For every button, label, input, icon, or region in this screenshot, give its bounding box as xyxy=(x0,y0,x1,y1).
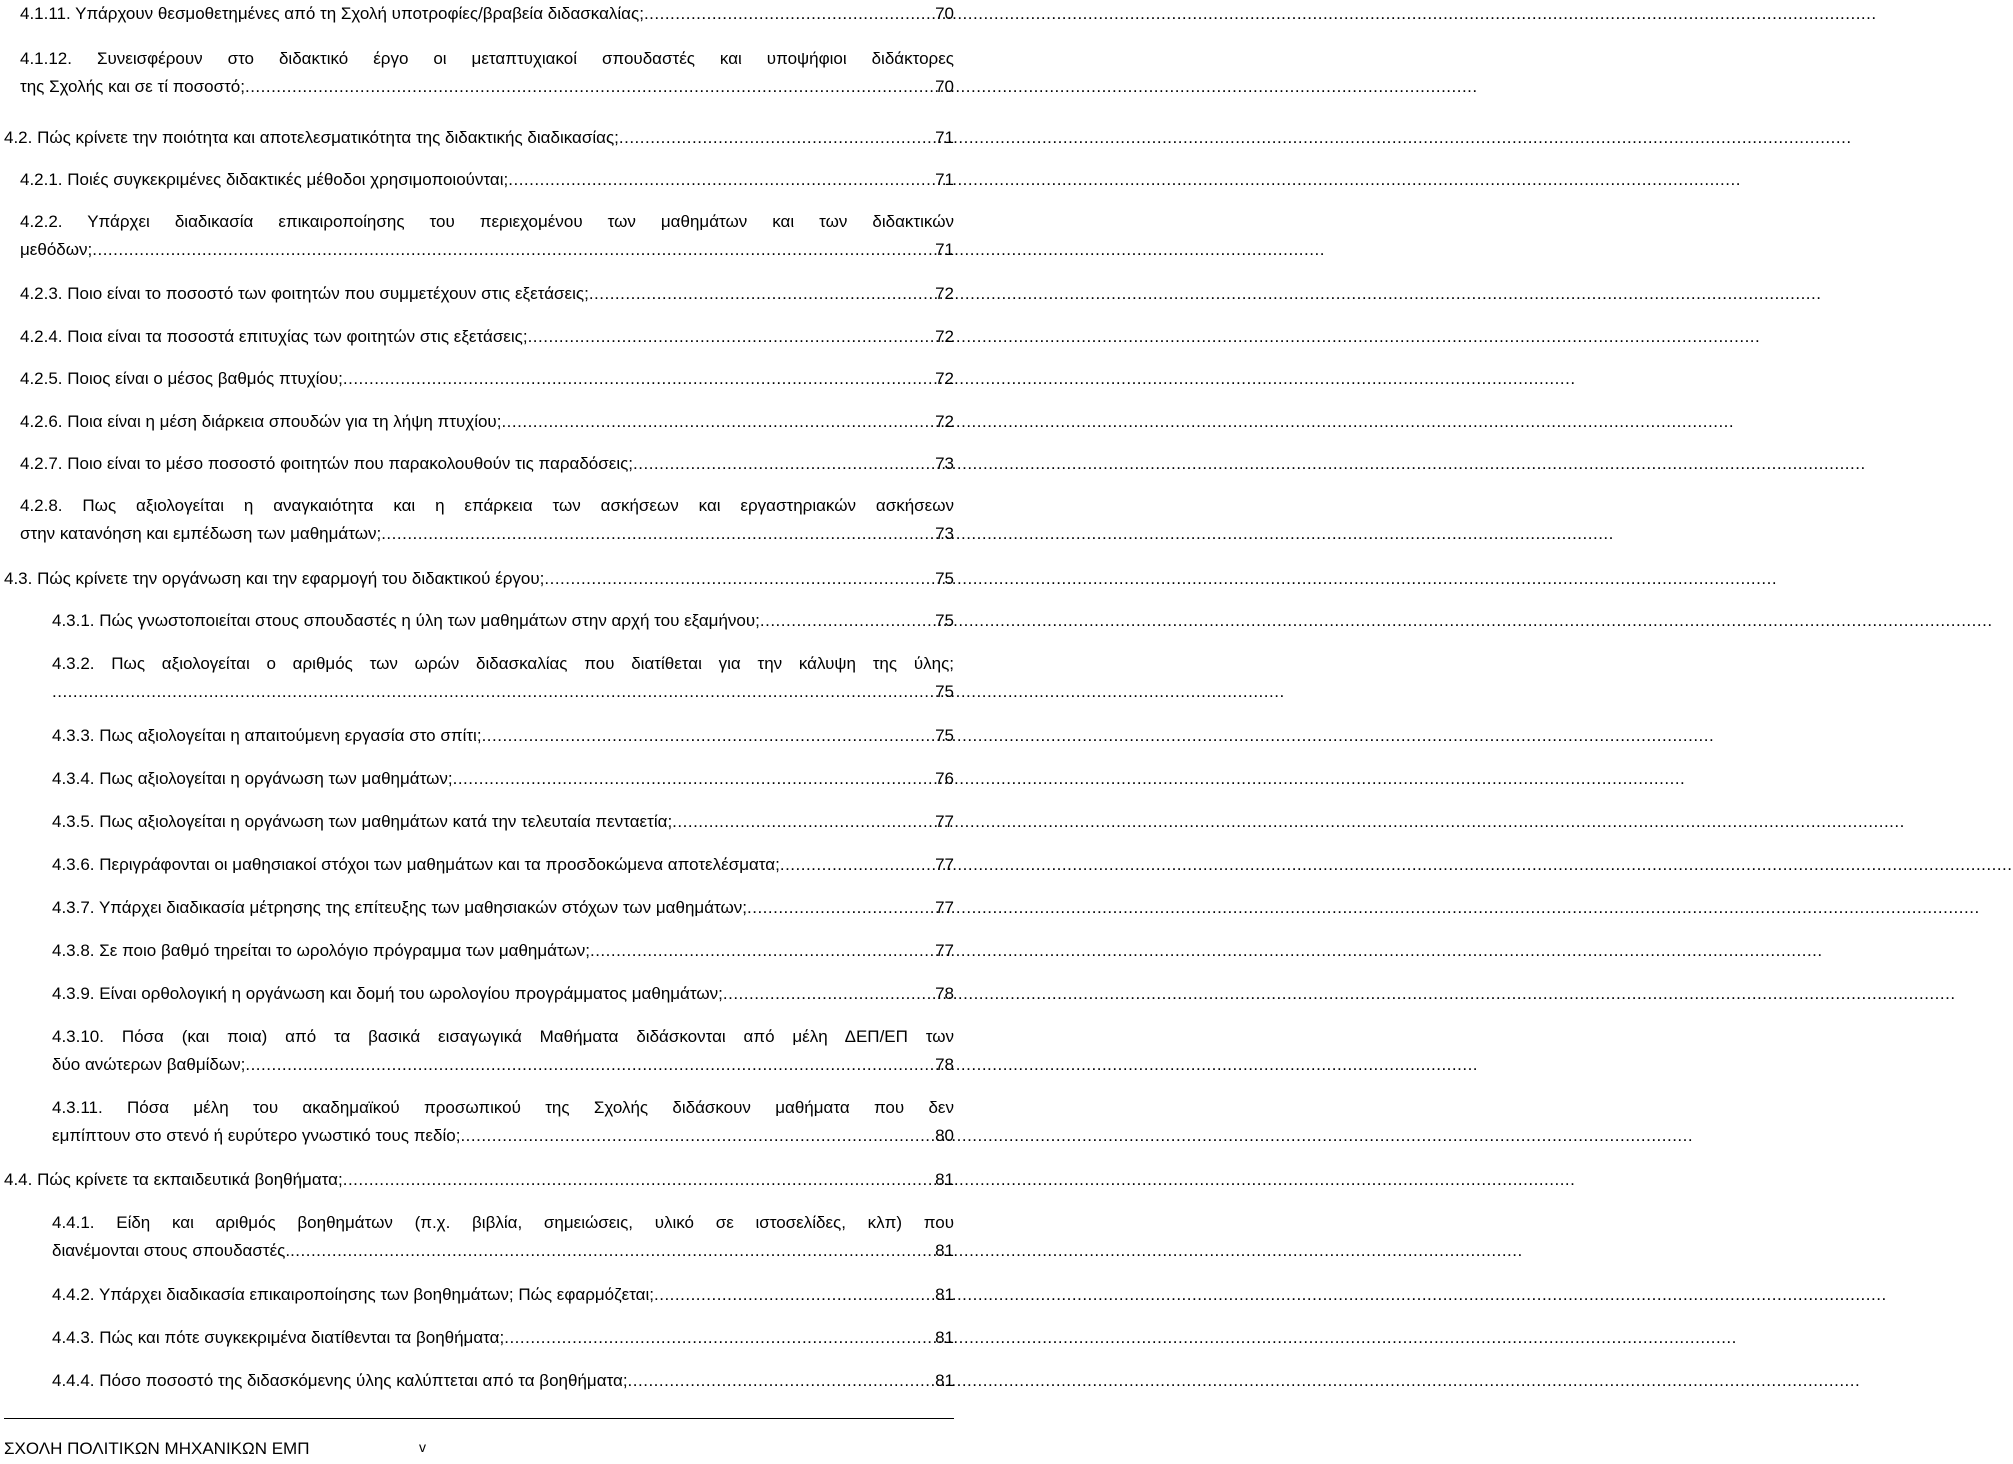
dot-leader xyxy=(544,565,933,593)
toc-entry-last-line xyxy=(52,765,954,793)
toc-entry-text: 4.3.3. Πως αξιολογείται η απαιτούμενη εργασία στο σπίτι; xyxy=(52,726,482,745)
toc-entry-last-line xyxy=(20,323,954,351)
toc-entry-last-line xyxy=(52,1051,954,1079)
toc-page-number: 77 xyxy=(935,855,954,874)
toc-page-number: 81 xyxy=(935,1328,954,1347)
dot-leader xyxy=(723,980,933,1008)
toc-entry-text: 4.4.4. Πόσο ποσοστό της διδασκόμενης ύλης καλύπτεται από τα βοηθήματα; xyxy=(52,1371,628,1390)
dot-leader xyxy=(92,236,933,264)
toc-entry[interactable] xyxy=(52,851,954,879)
toc-entry-last-line xyxy=(20,450,954,478)
toc-entry-last-line xyxy=(52,722,954,750)
toc-entry[interactable] xyxy=(52,894,954,922)
dot-leader xyxy=(619,124,933,152)
dot-leader xyxy=(343,1166,933,1194)
toc-page-number: 75 xyxy=(935,682,954,701)
toc-entry[interactable] xyxy=(52,1367,954,1395)
toc-entry-text-line: 4.3.2. Πως αξιολογείται ο αριθμός των ωρών διδασκαλίας που διατίθεται για την κάλυψη της ύλης; xyxy=(52,654,954,673)
dot-leader xyxy=(501,408,933,436)
dot-leader xyxy=(528,323,934,351)
toc-entry-last-line xyxy=(20,166,954,194)
toc-entry-last-line xyxy=(52,980,954,1008)
toc-page-number: 77 xyxy=(935,941,954,960)
toc-entry-text: 4.1.11. Υπάρχουν θεσμοθετημένες από τη Σχολή υποτροφίες/βραβεία διδασκαλίας; xyxy=(20,4,644,23)
toc-entry-last-line xyxy=(52,1281,954,1309)
toc-entry[interactable] xyxy=(52,980,954,1008)
dot-leader xyxy=(633,450,933,478)
toc-entry-text: 4.2. Πώς κρίνετε την ποιότητα και αποτελεσματικότητα της διδακτικής διαδικασίας; xyxy=(4,128,619,147)
toc-entry-text: 4.3.9. Είναι ορθολογική η οργάνωση και δομή του ωρολογίου προγράμματος μαθημάτων; xyxy=(52,984,723,1003)
toc-entry-last-line xyxy=(52,1122,954,1150)
dot-leader xyxy=(290,1237,933,1265)
toc-entry-text: 4.4.2. Υπάρχει διαδικασία επικαιροποίησης των βοηθημάτων; Πώς εφαρμόζεται; xyxy=(52,1285,655,1304)
toc-entry-text-line: 4.2.8. Πως αξιολογείται η αναγκαιότητα και η επάρκεια των ασκήσεων και εργαστηριακών ασκήσεων xyxy=(20,496,954,515)
toc-entry-text: στην κατανόηση και εμπέδωση των μαθημάτων; xyxy=(20,524,382,543)
toc-entry-text: 4.3.5. Πως αξιολογείται η οργάνωση των μαθημάτων κατά την τελευταία πενταετία; xyxy=(52,812,673,831)
toc-page-number: 81 xyxy=(935,1285,954,1304)
dot-leader xyxy=(453,765,933,793)
toc-entry-text: της Σχολής και σε τί ποσοστό; xyxy=(20,77,245,96)
toc-entry-text: 4.3.6. Περιγράφονται οι μαθησιακοί στόχοι των μαθημάτων και τα προσδοκώμενα αποτελέσματα; xyxy=(52,855,780,874)
toc-entry[interactable] xyxy=(52,1324,954,1352)
toc-entry-last-line xyxy=(52,894,954,922)
toc-page-number: 75 xyxy=(935,726,954,745)
toc-page-number: 72 xyxy=(935,327,954,346)
toc-entry-text: 4.4. Πώς κρίνετε τα εκπαιδευτικά βοηθήματα; xyxy=(4,1170,343,1189)
toc-page-number: 75 xyxy=(935,569,954,588)
toc-entry-last-line xyxy=(52,808,954,836)
dot-leader xyxy=(654,1281,933,1309)
toc-entry-text-line: 4.2.2. Υπάρχει διαδικασία επικαιροποίησης του περιεχομένου των μαθημάτων και των διδακτικών xyxy=(20,212,954,231)
toc-entry[interactable] xyxy=(20,166,954,194)
dot-leader xyxy=(590,937,933,965)
toc-entry[interactable] xyxy=(52,722,954,750)
toc-entry[interactable] xyxy=(52,1281,954,1309)
toc-entry[interactable] xyxy=(20,408,954,436)
toc-entry-text: 4.2.6. Ποια είναι η μέση διάρκεια σπουδών για τη λήψη πτυχίου; xyxy=(20,412,502,431)
dot-leader xyxy=(245,1051,933,1079)
toc-entry[interactable] xyxy=(4,1166,954,1194)
dot-leader xyxy=(381,520,933,548)
toc-entry-text: 4.2.7. Ποιο είναι το μέσο ποσοστό φοιτητών που παρακολουθούν τις παραδόσεις; xyxy=(20,454,634,473)
toc-entry-text: διανέμονται στους σπουδαστές. xyxy=(52,1241,291,1260)
toc-page-number: 73 xyxy=(935,454,954,473)
toc-entry[interactable] xyxy=(4,565,954,593)
toc-page-number: 72 xyxy=(935,412,954,431)
toc-page-number: 72 xyxy=(935,284,954,303)
dot-leader xyxy=(504,1324,933,1352)
toc-entry-text: 4.2.1. Ποιές συγκεκριμένες διδακτικές μέθοδοι χρησιμοποιούνται; xyxy=(20,170,509,189)
toc-entry-last-line xyxy=(4,565,954,593)
toc-entry[interactable] xyxy=(52,650,954,706)
dot-leader xyxy=(760,607,933,635)
toc-entry-text: 4.3.7. Υπάρχει διαδικασία μέτρησης της επίτευξης των μαθησιακών στόχων των μαθημάτων; xyxy=(52,898,747,917)
dot-leader xyxy=(589,280,933,308)
toc-entry-text: 4.3.4. Πως αξιολογείται η οργάνωση των μαθημάτων; xyxy=(52,769,453,788)
toc-entry-last-line xyxy=(20,73,954,101)
toc-entry-last-line xyxy=(4,124,954,152)
toc-page-number: 80 xyxy=(935,1126,954,1145)
toc-entry-last-line xyxy=(20,365,954,393)
toc-page-number: 72 xyxy=(935,369,954,388)
toc-entry-last-line xyxy=(52,1324,954,1352)
toc-entry-text-line: 4.4.1. Είδη και αριθμός βοηθημάτων (π.χ. βιβλία, σημειώσεις, υλικό σε ιστοσελίδες, κλπ) που xyxy=(52,1213,954,1232)
toc-entry-text-line: 4.3.11. Πόσα μέλη του ακαδημαϊκού προσωπικού της Σχολής διδάσκουν μαθήματα που δεν xyxy=(52,1098,954,1117)
toc-page-number: 71 xyxy=(935,240,954,259)
toc-entry-text: μεθόδων; xyxy=(20,240,93,259)
toc-page-number: 77 xyxy=(935,898,954,917)
dot-leader xyxy=(343,365,933,393)
toc-page-number: 71 xyxy=(935,128,954,147)
toc-entry-last-line xyxy=(20,520,954,548)
toc-entry-last-line xyxy=(20,280,954,308)
toc-page-number: 73 xyxy=(935,524,954,543)
dot-leader xyxy=(747,894,933,922)
toc-entry[interactable] xyxy=(20,323,954,351)
toc-page-number: 78 xyxy=(935,984,954,1003)
footer-page-number: v xyxy=(419,1439,426,1455)
toc-page-number: 75 xyxy=(935,611,954,630)
toc-entry[interactable] xyxy=(52,1094,954,1150)
toc-entry[interactable] xyxy=(4,124,954,152)
dot-leader xyxy=(508,166,933,194)
toc-entry-last-line xyxy=(52,678,954,706)
toc-entry-last-line xyxy=(52,607,954,635)
toc-entry[interactable] xyxy=(20,208,954,264)
toc-entry-text: 4.3.1. Πώς γνωστοποιείται στους σπουδαστές η ύλη των μαθημάτων στην αρχή του εξαμήνου; xyxy=(52,611,760,630)
dot-leader xyxy=(460,1122,933,1150)
toc-entry-text: 4.2.3. Ποιο είναι το ποσοστό των φοιτητών που συμμετέχουν στις εξετάσεις; xyxy=(20,284,589,303)
toc-entry-text: 4.2.4. Ποια είναι τα ποσοστά επιτυχίας των φοιτητών στις εξετάσεις; xyxy=(20,327,528,346)
toc-page-number: 76 xyxy=(935,769,954,788)
toc-entry-text: εμπίπτουν στο στενό ή ευρύτερο γνωστικό τους πεδίο; xyxy=(52,1126,461,1145)
toc-entry-text: 4.3.8. Σε ποιο βαθμό τηρείται το ωρολόγιο πρόγραμμα των μαθημάτων; xyxy=(52,941,590,960)
toc-entry[interactable] xyxy=(20,45,954,101)
toc-page-number: 70 xyxy=(935,4,954,23)
toc-entry[interactable] xyxy=(52,607,954,635)
toc-page-number: 81 xyxy=(935,1371,954,1390)
toc-entry-text: 4.3. Πώς κρίνετε την οργάνωση και την εφαρμογή του διδακτικού έργου; xyxy=(4,569,545,588)
toc-entry-last-line xyxy=(52,851,954,879)
footer-school-name: ΣΧΟΛΗ ΠΟΛΙΤΙΚΩΝ ΜΗΧΑΝΙΚΩΝ ΕΜΠ xyxy=(4,1439,310,1458)
toc-entry-last-line xyxy=(20,408,954,436)
dot-leader xyxy=(628,1367,934,1395)
table-of-contents xyxy=(0,0,960,1463)
dot-leader xyxy=(780,851,933,879)
toc-entry[interactable] xyxy=(52,808,954,836)
toc-page-number: 78 xyxy=(935,1055,954,1074)
toc-page-number: 71 xyxy=(935,170,954,189)
toc-entry[interactable] xyxy=(20,280,954,308)
toc-entry-text: 4.4.3. Πώς και πότε συγκεκριμένα διατίθενται τα βοηθήματα; xyxy=(52,1328,505,1347)
dot-leader xyxy=(644,0,933,28)
toc-entry-last-line xyxy=(52,1237,954,1265)
toc-entry[interactable] xyxy=(20,0,954,28)
toc-entry[interactable] xyxy=(52,765,954,793)
toc-entry[interactable] xyxy=(20,365,954,393)
page-footer xyxy=(4,1418,954,1464)
toc-entry-last-line xyxy=(52,937,954,965)
dot-leader xyxy=(482,722,934,750)
toc-entry-last-line xyxy=(52,1367,954,1395)
dot-leader xyxy=(52,678,933,706)
toc-entry[interactable] xyxy=(20,492,954,548)
toc-entry-last-line xyxy=(20,0,954,28)
dot-leader xyxy=(672,808,933,836)
toc-entry-last-line xyxy=(4,1166,954,1194)
toc-entry-last-line xyxy=(20,236,954,264)
toc-page-number: 81 xyxy=(935,1170,954,1189)
toc-entry-text-line: 4.1.12. Συνεισφέρουν στο διδακτικό έργο οι μεταπτυχιακοί σπουδαστές και υποψήφιοι διδάκτορες xyxy=(20,49,954,68)
toc-entry[interactable] xyxy=(52,1209,954,1265)
toc-entry[interactable] xyxy=(52,937,954,965)
toc-page-number: 70 xyxy=(935,77,954,96)
toc-entry-text: 4.2.5. Ποιος είναι ο μέσος βαθμός πτυχίου; xyxy=(20,369,343,388)
toc-page-number: 77 xyxy=(935,812,954,831)
dot-leader xyxy=(245,73,933,101)
toc-entry[interactable] xyxy=(20,450,954,478)
toc-entry-text-line: 4.3.10. Πόσα (και ποια) από τα βασικά εισαγωγικά Μαθήματα διδάσκονται από μέλη ΔΕΠ/ΕΠ των xyxy=(52,1027,954,1046)
toc-entry-text: δύο ανώτερων βαθμίδων; xyxy=(52,1055,246,1074)
toc-page-number: 81 xyxy=(935,1241,954,1260)
toc-entry[interactable] xyxy=(52,1023,954,1079)
